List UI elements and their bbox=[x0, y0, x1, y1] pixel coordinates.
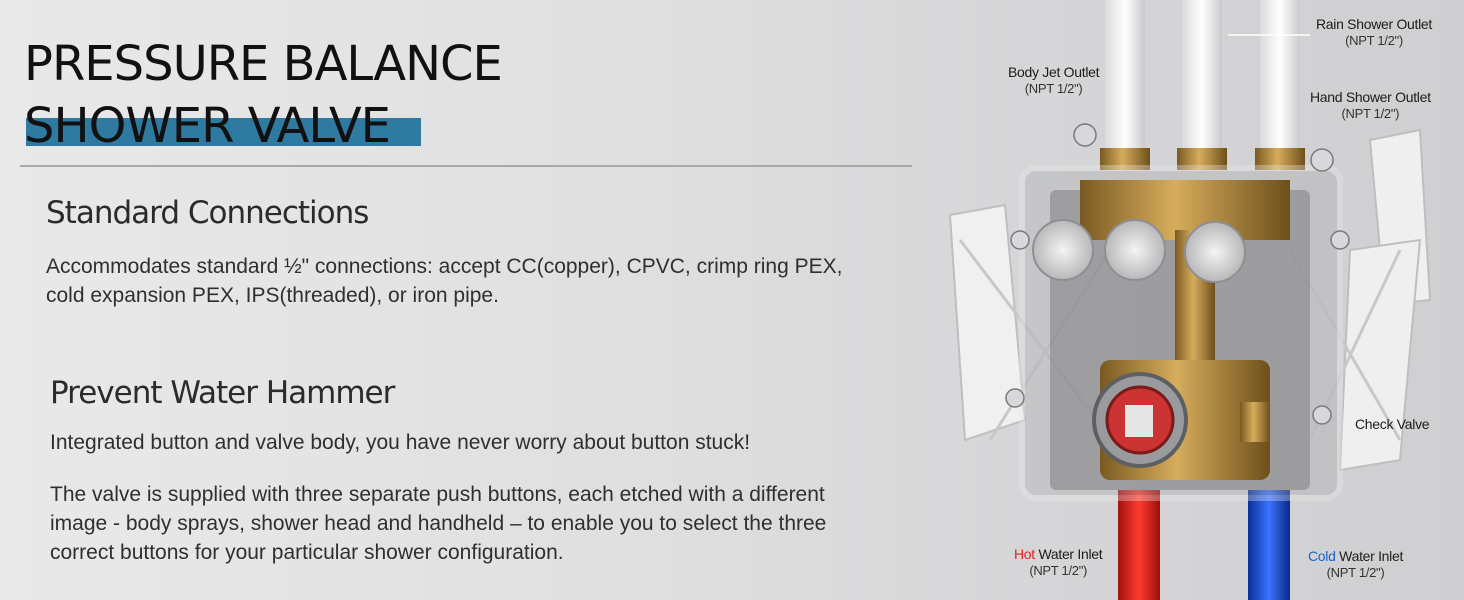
label-cold-spec: (NPT 1/2") bbox=[1326, 565, 1385, 580]
label-body-jet-outlet bbox=[1008, 64, 1099, 96]
label-hot-prefix: Hot bbox=[1014, 546, 1035, 562]
water-hammer-text-3: image - body sprays, shower head and handheld – to enable you to select the three bbox=[50, 512, 827, 535]
water-hammer-text-4: correct buttons for your particular shower configuration. bbox=[50, 541, 564, 564]
label-cold-water-inlet bbox=[1308, 548, 1403, 580]
section-heading-connections: Standard Connections bbox=[46, 195, 369, 231]
connections-text-1: Accommodates standard ½" connections: accept CC(copper), CPVC, crimp ring PEX, bbox=[46, 255, 843, 278]
label-cold-prefix: Cold bbox=[1308, 548, 1336, 564]
label-hot-name: Water Inlet bbox=[1034, 546, 1103, 562]
water-hammer-text-1: Integrated button and valve body, you have never worry about button stuck! bbox=[50, 431, 751, 454]
label-rain-spec: (NPT 1/2") bbox=[1345, 33, 1403, 48]
label-hand-shower-outlet bbox=[1310, 89, 1431, 121]
label-check-valve: Check Valve bbox=[1355, 416, 1430, 432]
title-line-1: PRESSURE BALANCE bbox=[24, 36, 502, 92]
label-hand-spec: (NPT 1/2") bbox=[1341, 106, 1400, 121]
label-rain-name: Rain Shower Outlet bbox=[1316, 16, 1432, 32]
label-hand-name: Hand Shower Outlet bbox=[1310, 89, 1431, 105]
water-hammer-text-2: The valve is supplied with three separate push buttons, each etched with a different bbox=[50, 483, 825, 506]
label-body-jet-name: Body Jet Outlet bbox=[1008, 64, 1100, 80]
label-hot-water-inlet bbox=[1014, 546, 1102, 578]
label-cold-name: Water Inlet bbox=[1335, 548, 1404, 564]
label-hot-spec: (NPT 1/2") bbox=[1029, 563, 1088, 578]
divider bbox=[20, 165, 912, 167]
label-rain-shower-outlet bbox=[1316, 16, 1432, 48]
label-body-jet-spec: (NPT 1/2") bbox=[1024, 81, 1083, 96]
connections-text-2: cold expansion PEX, IPS(threaded), or iron pipe. bbox=[46, 284, 499, 307]
title-line-2: SHOWER VALVE bbox=[24, 98, 390, 154]
section-heading-water-hammer: Prevent Water Hammer bbox=[50, 375, 395, 411]
